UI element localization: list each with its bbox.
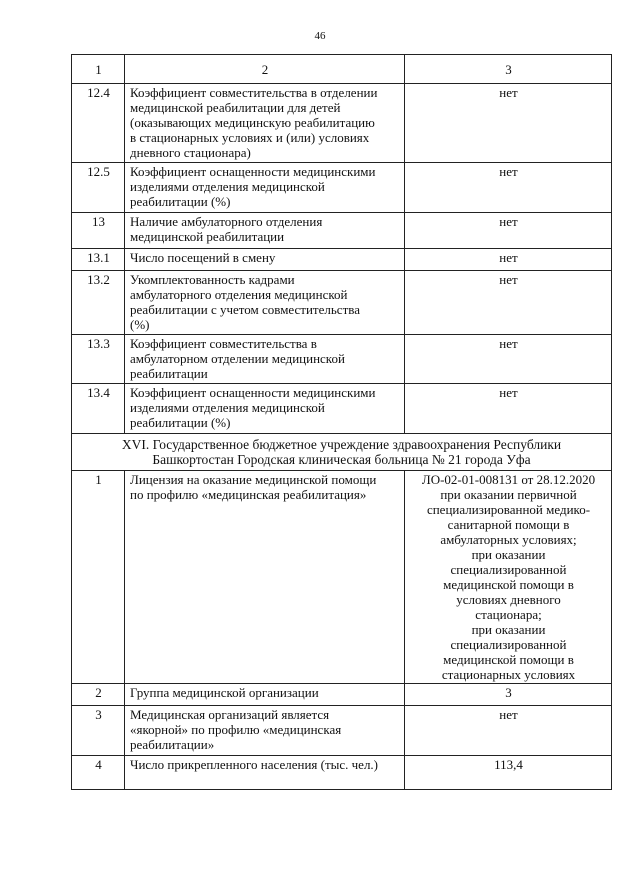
table-row: [72, 163, 612, 213]
table-row: [72, 213, 612, 249]
row-number: 13: [72, 213, 125, 249]
row-indicator: Укомплектованность кадрами амбулаторного отделения медицинской реабилитации с учетом совместительства (%): [125, 271, 405, 335]
row-indicator: Коэффициент совместительства в амбулаторном отделении медицинской реабилитации: [125, 335, 405, 384]
row-number: 13.1: [72, 249, 125, 271]
row-number: 4: [72, 756, 125, 790]
row-indicator: Коэффициент оснащенности медицинскими изделиями отделения медицинской реабилитации (%): [125, 384, 405, 434]
row-number: 13.3: [72, 335, 125, 384]
row-indicator: Число посещений в смену: [125, 249, 405, 271]
row-number: 1: [72, 471, 125, 684]
header-cell-1: 1: [72, 55, 125, 84]
table-row: [72, 335, 612, 384]
row-indicator: Коэффициент оснащенности медицинскими изделиями отделения медицинской реабилитации (%): [125, 163, 405, 213]
row-value: 3: [405, 684, 612, 706]
row-indicator: Группа медицинской организации: [125, 684, 405, 706]
row-value: нет: [405, 163, 612, 213]
row-value: нет: [405, 271, 612, 335]
data-table: [71, 54, 612, 790]
table-row: [72, 471, 612, 684]
row-number: 2: [72, 684, 125, 706]
row-value: нет: [405, 335, 612, 384]
table-header-row: [72, 55, 612, 84]
table-row: [72, 384, 612, 434]
section-row: [72, 434, 612, 471]
row-number: 13.4: [72, 384, 125, 434]
table-row: [72, 684, 612, 706]
table-row: [72, 271, 612, 335]
header-cell-3: 3: [405, 55, 612, 84]
row-value: нет: [405, 84, 612, 163]
row-number: 3: [72, 706, 125, 756]
table-row: [72, 249, 612, 271]
row-value: нет: [405, 706, 612, 756]
row-value: ЛО-02-01-008131 от 28.12.2020 при оказании первичной специализированной медико- санитарной помощи в амбулаторных условиях; при оказании специализированной медицинской помощи в условиях дневного стационара; при оказании специализированной медицинской помощи в стационарных условиях: [405, 471, 612, 684]
row-indicator: Число прикрепленного населения (тыс. чел.): [125, 756, 405, 790]
row-indicator: Лицензия на оказание медицинской помощи по профилю «медицинская реабилитация»: [125, 471, 405, 684]
section-title: XVI. Государственное бюджетное учреждение здравоохранения Республики Башкортостан Городская клиническая больница № 21 города Уфа: [72, 434, 612, 471]
header-cell-2: 2: [125, 55, 405, 84]
row-number: 12.4: [72, 84, 125, 163]
row-value: 113,4: [405, 756, 612, 790]
row-indicator: Коэффициент совместительства в отделении медицинской реабилитации для детей (оказывающих медицинскую реабилитацию в стационарных условиях и (или) условиях дневного стационара): [125, 84, 405, 163]
row-value: нет: [405, 213, 612, 249]
table-row: [72, 84, 612, 163]
row-value: нет: [405, 249, 612, 271]
row-indicator: Наличие амбулаторного отделения медицинской реабилитации: [125, 213, 405, 249]
page-number: 46: [314, 30, 326, 42]
row-value: нет: [405, 384, 612, 434]
row-number: 13.2: [72, 271, 125, 335]
row-number: 12.5: [72, 163, 125, 213]
table-row: [72, 706, 612, 756]
row-indicator: Медицинская организаций является «якорной» по профилю «медицинская реабилитации»: [125, 706, 405, 756]
table-row: [72, 756, 612, 790]
